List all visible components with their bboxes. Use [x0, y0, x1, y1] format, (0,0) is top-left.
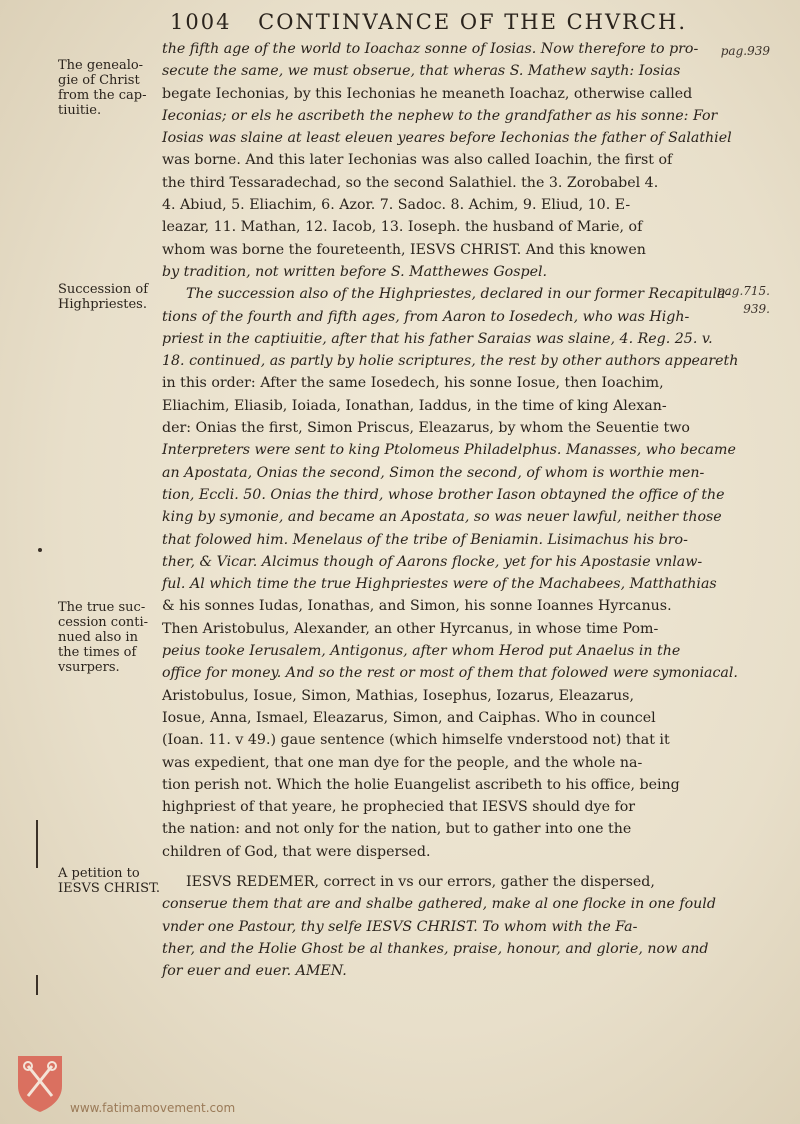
- text-line: whom was borne the foureteenth, IESVS CHRIST. And this knowen: [162, 241, 646, 258]
- paragraph-petition: [162, 871, 722, 982]
- text-line: der: Onias the first, Simon Priscus, Eleazarus, by whom the Seuentie two: [162, 420, 690, 437]
- margin-bracket-line: [36, 820, 38, 868]
- text-line: Interpreters were sent to king Ptolomeus Philadelphus. Manasses, who became: [162, 442, 736, 459]
- text-line: tion perish not. Which the holie Euangelist ascribeth to his office, being: [162, 776, 680, 793]
- text-line: the third Tessaradechad, so the second Salathiel. the 3. Zorobabel 4.: [162, 174, 659, 191]
- text-line: conserue them that are and shalbe gathered, make al one flocke in one fould: [162, 896, 716, 913]
- watermark-url: www.fatimamovement.com: [70, 1101, 236, 1115]
- text-line: by tradition, not written before S. Matthewes Gospel.: [162, 263, 548, 280]
- text-line: ful. Al which time the true Highpriestes were of the Machabees, Matthathias: [162, 576, 717, 593]
- text-line: 4. Abiud, 5. Eliachim, 6. Azor. 7. Sadoc. 8. Achim, 9. Eliud, 10. E-: [162, 197, 631, 214]
- text-line: ther, & Vicar. Alcimus though of Aarons flocke, yet for his Apostasie vnlaw-: [162, 553, 703, 570]
- text-line: king by symonie, and became an Apostata, so was neuer lawful, neither those: [162, 509, 722, 526]
- text-line: for euer and euer. AMEN.: [162, 963, 347, 980]
- text-line: IESVS REDEMER, correct in vs our errors, gather the dispersed,: [186, 873, 655, 890]
- text-line: & his sonnes Iudas, Ionathas, and Simon, his sonne Ioannes Hyrcanus.: [162, 598, 672, 615]
- text-line: Eliachim, Eliasib, Ioiada, Ionathan, Iaddus, in the time of king Alexan-: [162, 397, 667, 414]
- text-line: secute the same, we must obserue, that wheras S. Mathew sayth: Iosias: [162, 63, 681, 80]
- text-line: ther, and the Holie Ghost be al thankes, praise, honour, and glorie, now and: [162, 940, 709, 957]
- text-line: begate Iechonias, by this Iechonias he meaneth Ioachaz, otherwise called: [162, 85, 693, 102]
- main-text: [162, 38, 739, 982]
- margin-note-true-succession: The true suc-cession conti-nued also in the times of vsurpers.: [58, 600, 149, 675]
- text-line: 18. continued, as partly by holie scriptures, the rest by other authors appeareth: [162, 353, 739, 370]
- text-line: the nation: and not only for the nation, but to gather into one the: [162, 821, 632, 838]
- text-line: office for money. And so the rest or most of them that folowed were symoniacal.: [162, 665, 738, 682]
- margin-reference-1: pag.939: [720, 44, 770, 58]
- margin-note-genealogy: The genealo-gie of Christ from the cap-tiuitie.: [58, 58, 147, 118]
- paragraph-genealogy: [162, 38, 732, 283]
- paragraph-gap: [162, 863, 722, 871]
- running-title: CONTINVANCE OF THE CHVRCH.: [258, 10, 688, 34]
- printer-mark: [38, 548, 42, 552]
- text-line: tion, Eccli. 50. Onias the third, whose brother Iason obtayned the office of the: [162, 486, 725, 503]
- text-line: leazar, 11. Mathan, 12. Iacob, 13. Ioseph. the husband of Marie, of: [162, 219, 643, 236]
- text-line: children of God, that were dispersed.: [162, 843, 431, 860]
- paragraph-highpriests: [162, 283, 739, 863]
- text-line: an Apostata, Onias the second, Simon the second, of whom is worthie men-: [162, 464, 705, 481]
- text-line: Iosias was slaine at least eleuen yeares before Iechonias the father of Salathiel: [162, 130, 732, 147]
- text-line: Then Aristobulus, Alexander, an other Hyrcanus, in whose time Pom-: [162, 620, 659, 637]
- text-line: tions of the fourth and fifth ages, from Aaron to Iosedech, who was High-: [162, 308, 690, 325]
- text-line: the fifth age of the world to Ioachaz sonne of Iosias. Now therefore to pro-: [162, 41, 699, 57]
- text-line: The succession also of the Highpriestes, declared in our former Recapitula-: [186, 286, 731, 303]
- text-line: peius tooke Ierusalem, Antigonus, after whom Herod put Anaelus in the: [162, 643, 681, 660]
- page-number: 1004: [170, 10, 232, 34]
- text-line: (Ioan. 11. v 49.) gaue sentence (which himselfe vnderstood not) that it: [162, 732, 670, 749]
- text-line: in this order: After the same Iosedech, his sonne Iosue, then Ioachim,: [162, 375, 664, 392]
- text-line: vnder one Pastour, thy selfe IESVS CHRIST. To whom with the Fa-: [162, 918, 638, 935]
- text-line: Iosue, Anna, Ismael, Eleazarus, Simon, and Caiphas. Who in councel: [162, 709, 656, 726]
- text-line: Ieconias; or els he ascribeth the nephew to the grandfather as his sonne: For: [162, 107, 718, 124]
- margin-note-petition: A petition to IESVS CHRIST.: [58, 866, 160, 896]
- text-line: priest in the captiuitie, after that his father Saraias was slaine, 4. Reg. 25. v.: [162, 330, 713, 347]
- text-line: Aristobulus, Iosue, Simon, Mathias, Iosephus, Iozarus, Eleazarus,: [162, 687, 634, 704]
- fatima-logo-icon: [14, 1052, 66, 1114]
- text-line: was borne. And this later Iechonias was also called Ioachin, the first of: [162, 152, 673, 169]
- margin-note-highpriests: Succession of Highpriestes.: [58, 282, 149, 312]
- margin-bracket-line: [36, 975, 38, 995]
- margin-reference-3: 939.: [743, 302, 770, 316]
- text-line: highpriest of that yeare, he prophecied that IESVS should dye for: [162, 799, 636, 816]
- text-line: that folowed him. Menelaus of the tribe of Beniamin. Lisimachus his bro-: [162, 531, 688, 548]
- page-header: [170, 10, 790, 34]
- margin-reference-2: pag.715.: [716, 284, 770, 298]
- text-line: was expedient, that one man dye for the people, and the whole na-: [162, 754, 643, 771]
